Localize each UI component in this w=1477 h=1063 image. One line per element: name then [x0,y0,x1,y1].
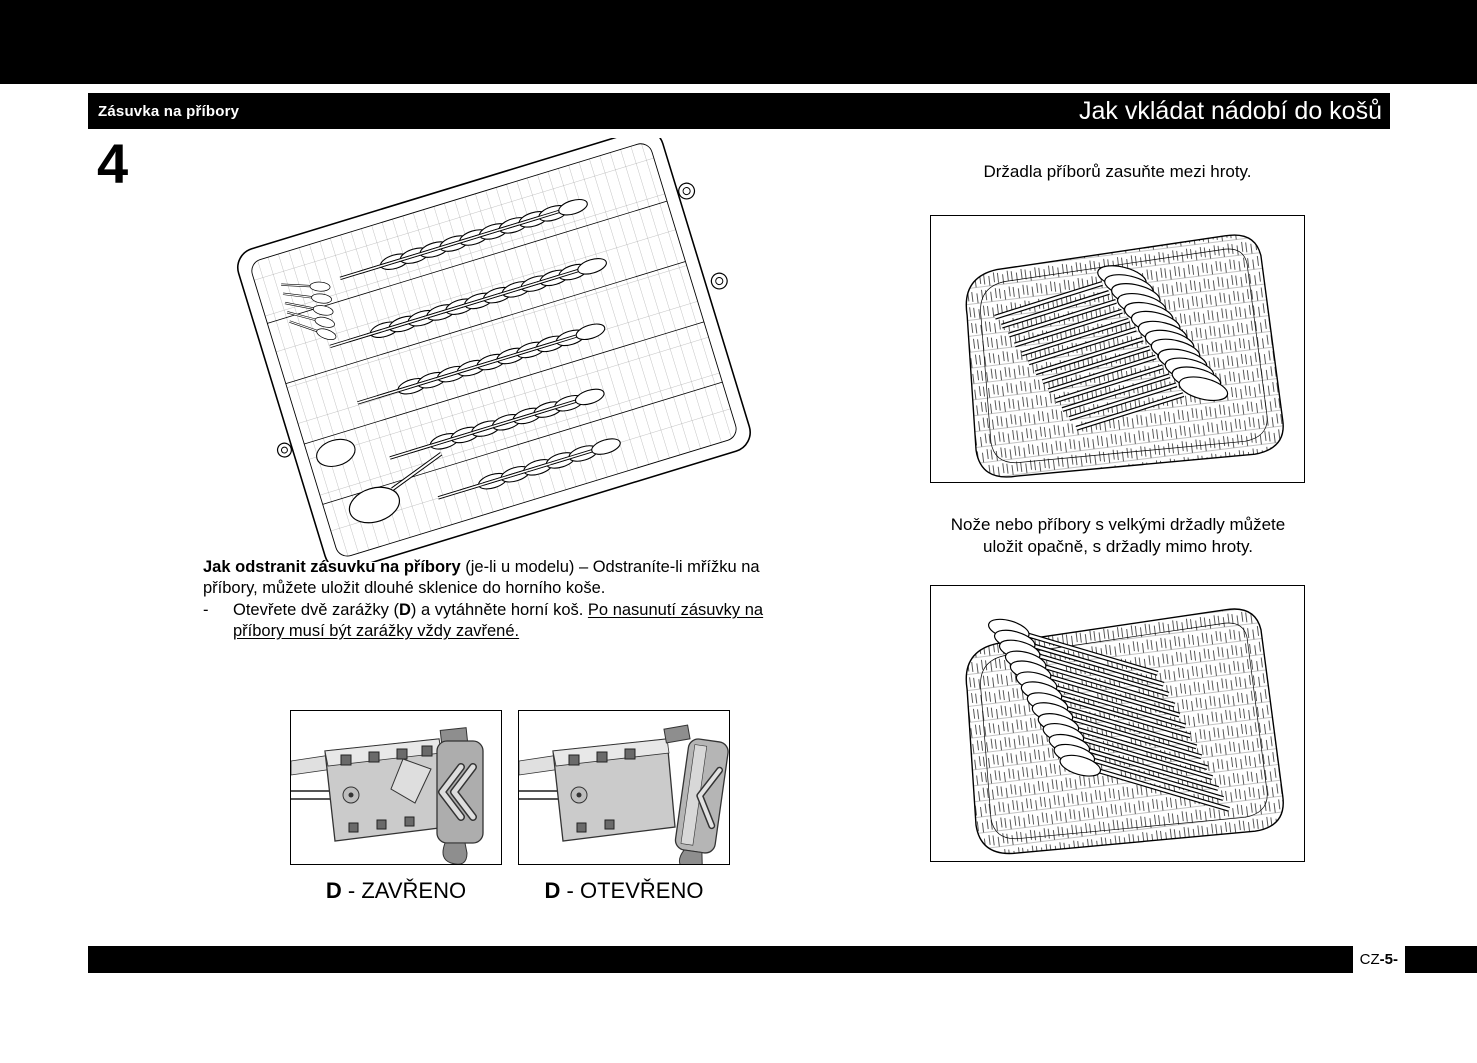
cutlery-drawer-diagram [218,138,770,556]
section-label: Zásuvka na příbory [98,102,240,120]
bullet-item [203,600,791,642]
page-number: CZ -5- [1353,946,1405,973]
top-black-band [0,0,1477,84]
tray-figure-handles-out [930,585,1305,862]
right-caption-middle: Nože nebo příbory s velkými držadly můžete uložit opačně, s držadly mimo hroty. [950,515,1286,556]
latch-closed-figure [290,710,502,865]
latch-closed-caption: D - ZAVŘENO [325,878,467,903]
latch-closed-illustration [291,711,501,864]
right-caption-top: Držadla příborů zasuňte mezi hroty. [983,162,1252,181]
bullet-dash: - [203,601,209,619]
step-number: 4 [97,132,129,195]
cutlery-drawer-illustration [218,138,770,562]
tray-handles-out-illustration [931,586,1304,861]
bullet-underlined-note: Po nasunutí zásuvky na příbory musí být zarážky vždy zavřené. [233,601,764,640]
lead-bold: Jak odstranit zásuvku na příbory [203,558,461,576]
page-title: Jak vkládat nádobí do košů [1079,96,1382,125]
body-paragraph [203,557,791,642]
tray-figure-handles-in [930,215,1305,483]
header-strip [88,93,1390,129]
bottom-black-band [88,946,1477,973]
latch-open-illustration [519,711,729,864]
bullet-text: Otevřete dvě zarážky (D) a vytáhněte horní koš. Po nasunutí zásuvky na příbory musí být zarážky vždy zavřené. [233,601,764,640]
lead-sentence [203,557,791,599]
lead-rest: (je-li u modelu) – Odstraníte-li mřížku na příbory, můžete uložit dlouhé sklenice do horního koše. [203,558,760,597]
tray-handles-in-illustration [931,216,1304,482]
latch-open-caption: D - OTEVŘENO [544,878,704,903]
latch-open-figure [518,710,730,865]
